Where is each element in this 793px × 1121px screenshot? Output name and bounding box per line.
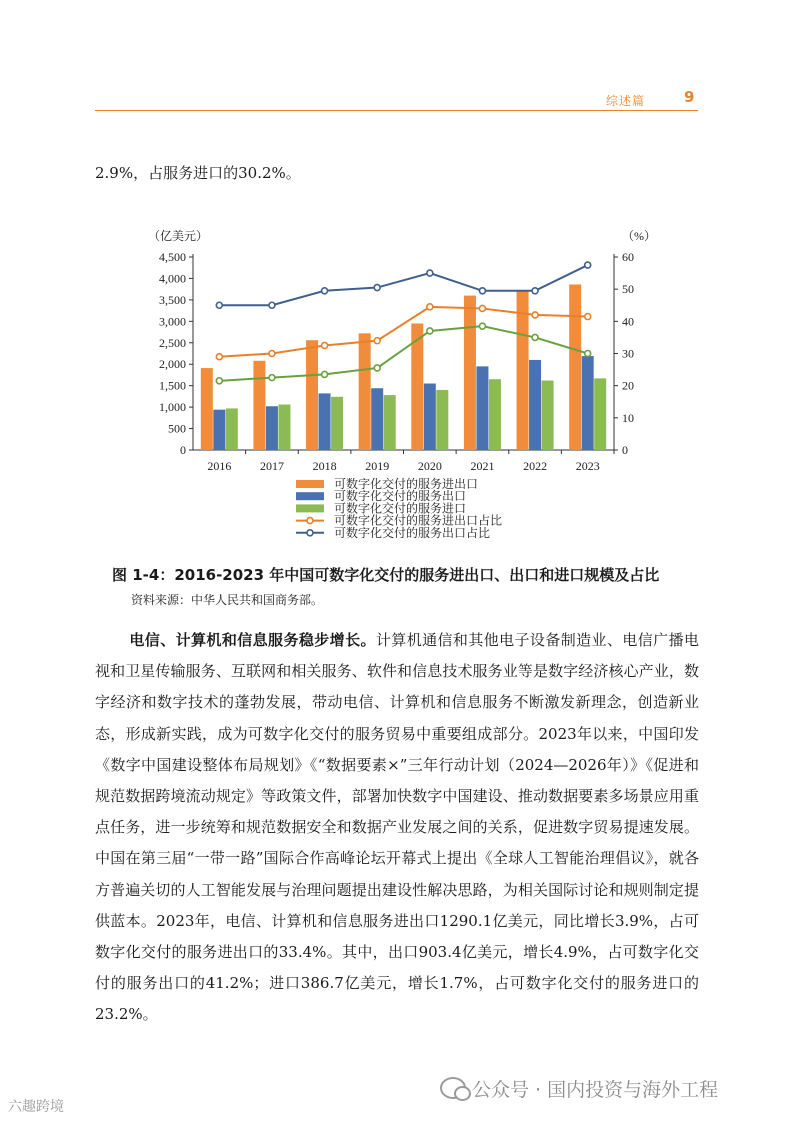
line-point-1 (427, 304, 433, 310)
left-tick-label: 4,500 (159, 250, 186, 264)
left-tick-label: 3,000 (159, 314, 186, 329)
bar-3 (594, 378, 606, 450)
bar-3 (436, 390, 448, 450)
watermark-text: 公众号 · 国内投资与海外工程 (472, 1079, 719, 1101)
line-point-2 (216, 302, 222, 308)
x-tick-label: 2019 (365, 459, 390, 473)
line-point-3 (585, 351, 591, 357)
bar-1 (306, 340, 318, 450)
page-number: 9 (684, 88, 695, 106)
bar-3 (542, 381, 554, 450)
bar-1 (569, 284, 581, 450)
left-tick-label: 0 (180, 443, 186, 457)
legend-label: 可数字化交付的服务出口 (334, 489, 467, 504)
bar-2 (213, 410, 225, 450)
bar-3 (331, 397, 343, 450)
paragraph-text: 计算机通信和其他电子设备制造业、电信广播电视和卫星传输服务、互联网和相关服务、软件和信息技术服务业等是数字经济核心产业，数字经济和数字技术的蓬勃发展，带动电信、计算机和信息服务不断激发新理念，创造新业态，形成新实践，成为可数字化交付的服务贸易中重要组成部分。2023年以来，中国印发《数字中国建设整体布局规划》《“数据要素×”三年行动计划（2024—2026年）》《促进和规范数据跨境流动规定》等政策文件，部署加快数字中国建设、推动数据要素多场景应用重点任务，进一步统筹和规范数据安全和数据产业发展之间的关系，促进数字贸易提速发展。中国在第三届“一带一路”国际合作高峰论坛开幕式上提出《全球人工智能治理倡议》，就各方普遍关切的人工智能发展与治理问题提出建设性解决思路，为相关国际讨论和规则制定提供蓝本。2023年，电信、计算机和信息服务进出口1290.1亿美元，同比增长3.9%，占可数字化交付的服务进出口的33.4%。其中，出口903.4亿美元，增长4.9%，占可数字化交付的服务出口的41.2%；进口386.7亿美元，增长1.7%，占可数字化交付的服务进口的23.2%。 (95, 631, 699, 1024)
line-point-3 (427, 328, 433, 334)
bar-2 (476, 366, 488, 450)
line-point-2 (427, 270, 433, 276)
line-point-2 (374, 285, 380, 291)
bar-1 (464, 296, 476, 450)
line-series-2 (219, 265, 587, 305)
right-tick-label: 20 (622, 378, 634, 393)
legend-label: 可数字化交付的服务进出口占比 (334, 513, 503, 528)
bar-2 (319, 393, 331, 450)
line-point-3 (374, 365, 380, 371)
header-section-title: 综述篇 (606, 94, 646, 108)
line-point-3 (269, 375, 275, 381)
legend-label: 可数字化交付的服务进出口 (334, 477, 479, 491)
figure-source: 资料来源：中华人民共和国商务部。 (131, 593, 324, 607)
line-point-1 (322, 342, 328, 348)
legend-label: 可数字化交付的服务出口占比 (334, 525, 491, 540)
left-tick-label: 2,000 (159, 357, 186, 372)
right-tick-label: 0 (622, 443, 628, 457)
right-tick-label: 30 (622, 346, 634, 361)
bar-3 (384, 395, 396, 450)
right-tick-label: 40 (622, 314, 634, 329)
line-point-2 (269, 302, 275, 308)
paragraph-heading: 电信、计算机和信息服务稳步增长。 (129, 631, 376, 649)
x-tick-label: 2023 (575, 459, 600, 473)
wechat-icon (440, 1077, 466, 1099)
bar-2 (266, 406, 278, 450)
left-tick-label: 500 (168, 421, 186, 436)
left-tick-label: 1,500 (159, 378, 186, 393)
legend-label: 可数字化交付的服务进口 (334, 501, 467, 516)
line-point-3 (532, 334, 538, 340)
legend-line-marker (307, 530, 313, 536)
x-tick-label: 2016 (207, 459, 232, 473)
legend-bar-swatch (296, 504, 324, 512)
x-tick-label: 2020 (417, 459, 442, 473)
legend-bar-swatch (296, 492, 324, 500)
right-axis-unit: （%） (622, 229, 656, 243)
line-point-1 (269, 351, 275, 357)
line-point-1 (479, 305, 485, 311)
bar-2 (529, 360, 541, 450)
bar-1 (253, 361, 265, 450)
line-point-1 (216, 354, 222, 360)
x-tick-label: 2021 (470, 459, 495, 473)
legend-bar-swatch (296, 480, 324, 488)
legend-line-marker (307, 518, 313, 524)
right-tick-label: 10 (622, 410, 634, 425)
line-point-1 (374, 338, 380, 344)
bar-2 (424, 384, 436, 450)
left-tick-label: 3,500 (159, 292, 186, 307)
line-point-2 (532, 288, 538, 294)
bar-2 (371, 388, 383, 450)
corner-logo: 六趣跨境 (8, 1099, 64, 1115)
watermark (440, 1075, 718, 1102)
left-axis-unit: （亿美元） (148, 229, 209, 243)
line-point-2 (585, 262, 591, 268)
combo-chart (0, 0, 793, 560)
right-tick-label: 60 (622, 250, 634, 264)
line-point-2 (322, 288, 328, 294)
left-tick-label: 2,500 (159, 335, 186, 350)
line-point-3 (479, 323, 485, 329)
bar-3 (226, 408, 238, 450)
line-point-3 (322, 371, 328, 377)
x-tick-label: 2017 (259, 459, 284, 473)
x-tick-label: 2018 (312, 459, 337, 473)
body-paragraph (95, 625, 699, 1031)
bar-2 (582, 356, 594, 450)
line-point-1 (532, 312, 538, 318)
left-tick-label: 1,000 (159, 400, 186, 415)
bar-1 (359, 333, 371, 450)
bar-3 (489, 379, 501, 450)
left-tick-label: 4,000 (159, 271, 186, 286)
line-point-3 (216, 378, 222, 384)
figure-caption: 图 1-4：2016-2023 年中国可数字化交付的服务进出口、出口和进口规模及占比 (112, 566, 660, 584)
bar-1 (201, 368, 213, 450)
line-point-1 (585, 314, 591, 320)
x-tick-label: 2022 (523, 459, 548, 473)
right-tick-label: 50 (622, 282, 634, 297)
lead-text-line: 2.9%，占服务进口的30.2%。 (95, 164, 301, 182)
line-point-2 (479, 288, 485, 294)
bar-3 (278, 405, 290, 450)
